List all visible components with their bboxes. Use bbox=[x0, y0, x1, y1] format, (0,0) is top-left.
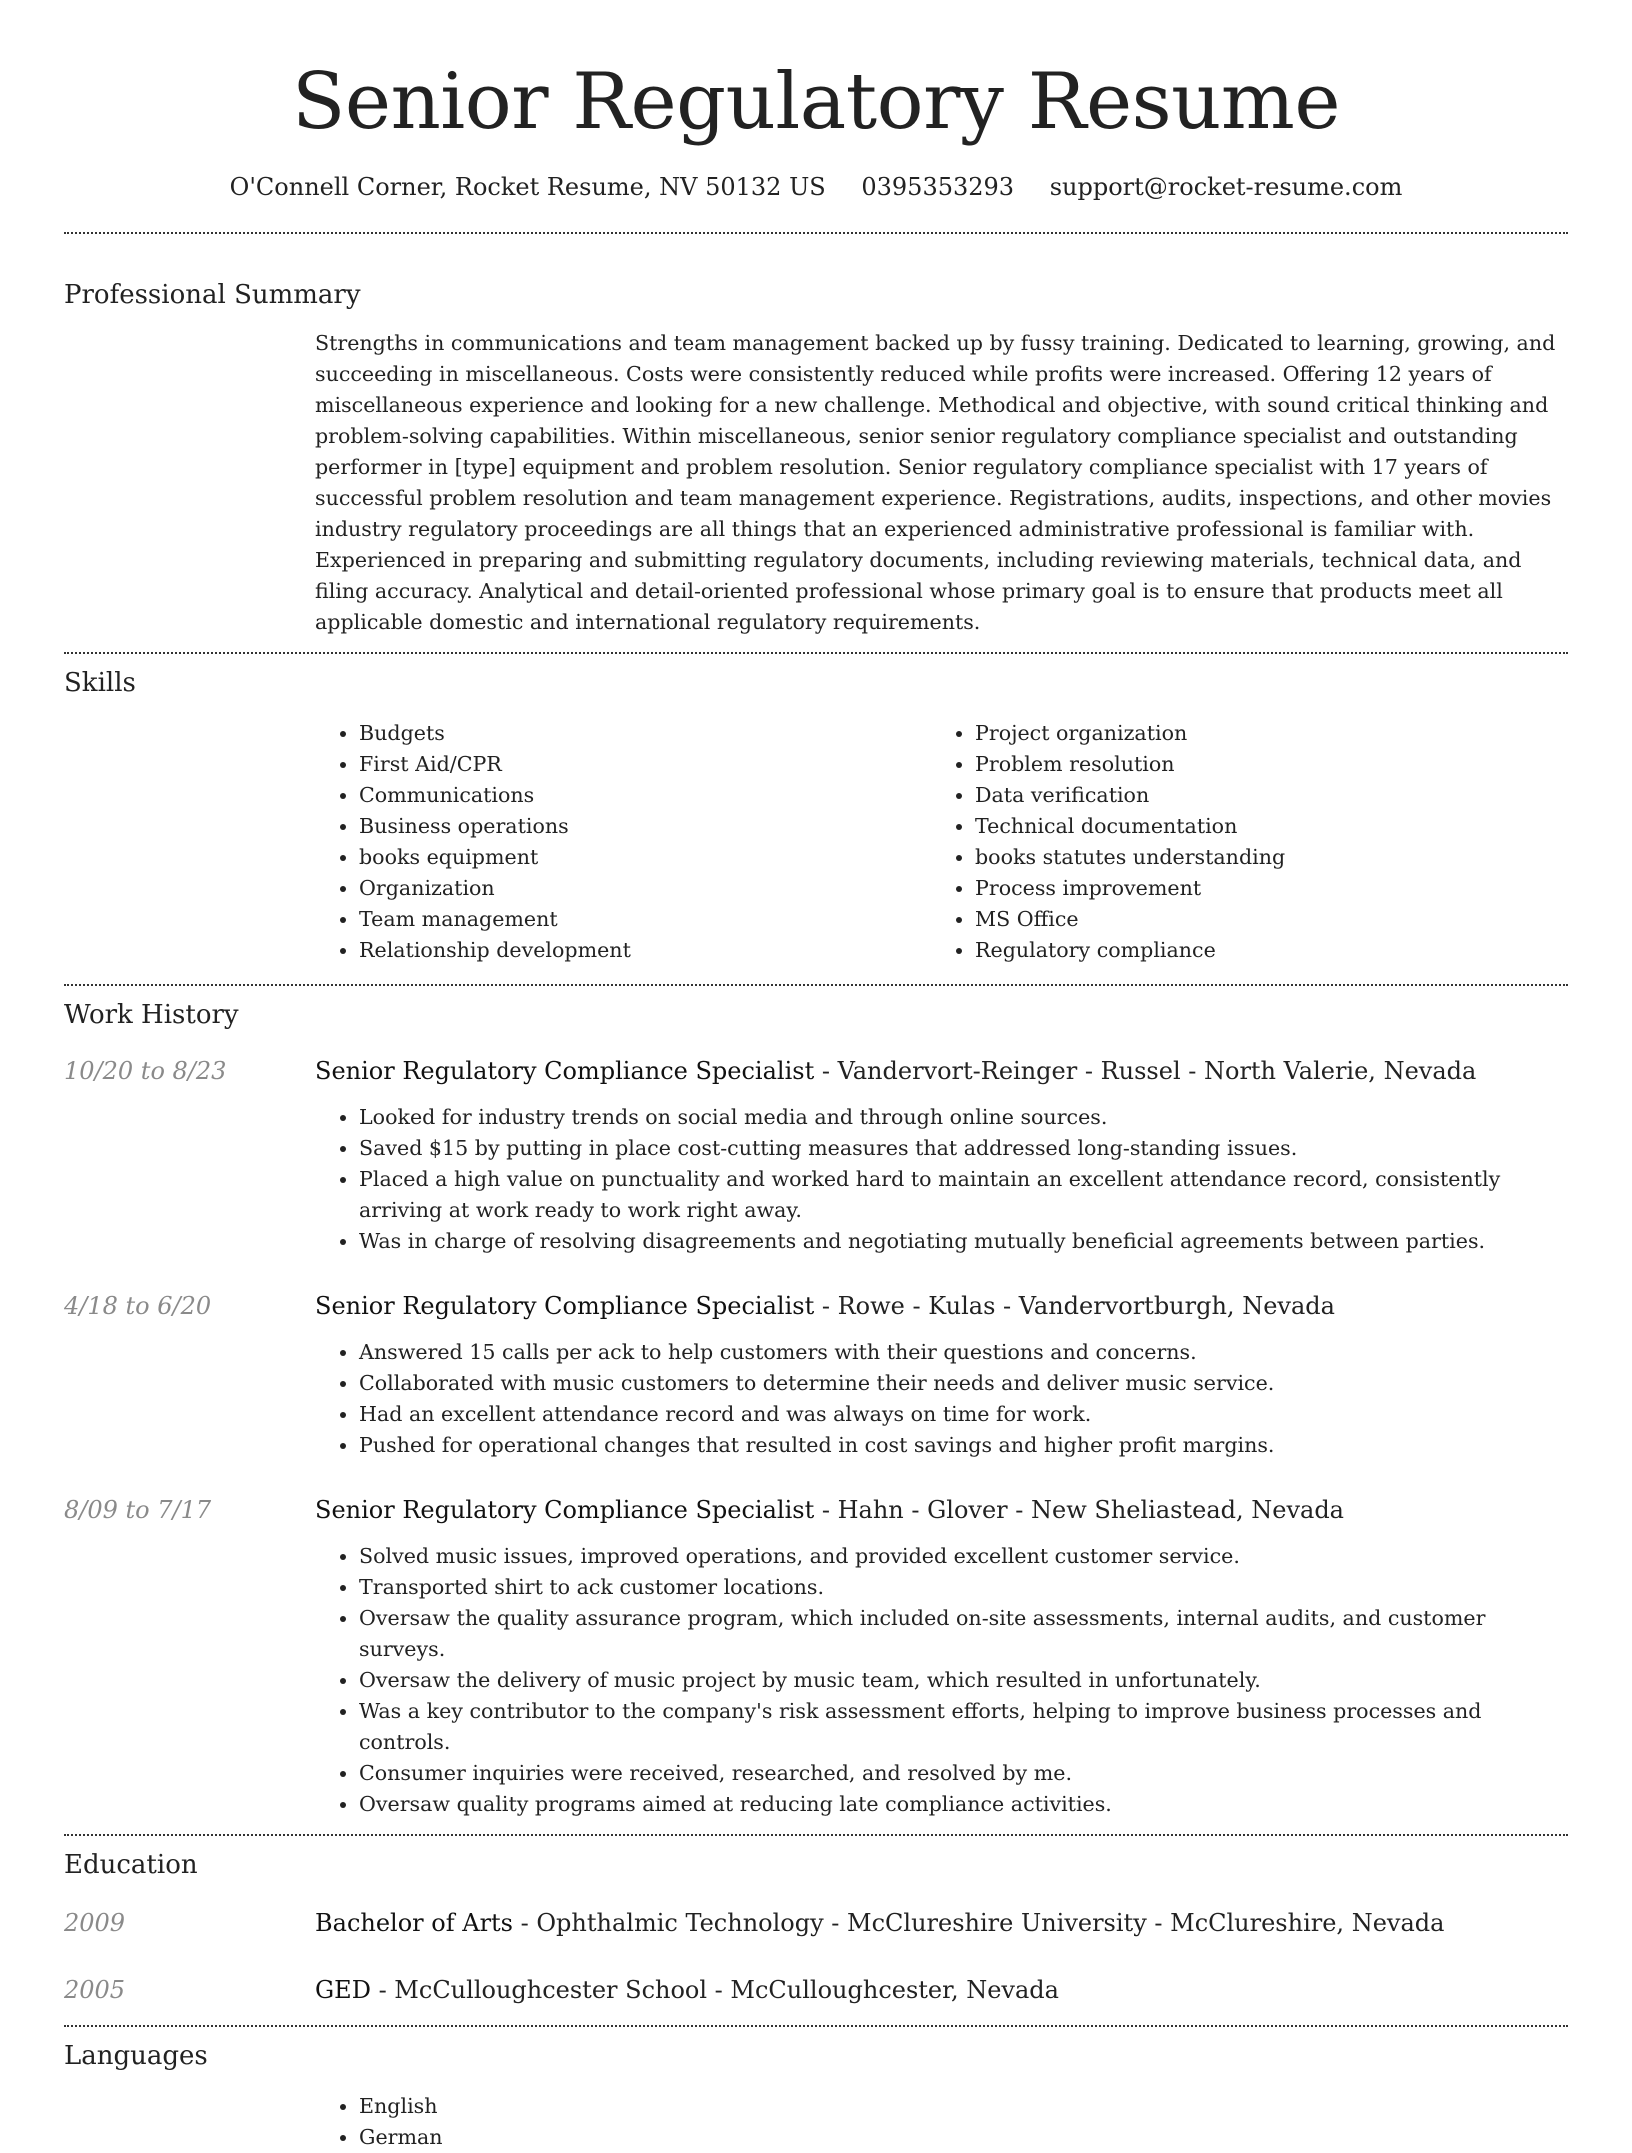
job-heading bbox=[315, 1493, 1344, 1527]
education-year: 2009 bbox=[64, 1909, 126, 1937]
divider bbox=[64, 652, 1568, 654]
skill-item: • Budgets bbox=[359, 718, 931, 749]
skill-item: • books statutes understanding bbox=[975, 842, 1547, 873]
education-year: 2005 bbox=[64, 1976, 126, 2004]
education-entry bbox=[64, 1906, 1568, 1940]
job-dates: 4/18 to 6/20 bbox=[64, 1292, 212, 1320]
job-bullet: • Pushed for operational changes that resulted in cost savings and higher profit margins. bbox=[359, 1430, 1568, 1461]
job-details: - Hahn - Glover - New Sheliastead, Nevada bbox=[814, 1496, 1344, 1524]
section-title-education: Education bbox=[64, 1850, 198, 1880]
job-details: - Vandervort-Reinger - Russel - North Valerie, Nevada bbox=[814, 1057, 1477, 1085]
skill-item: • Communications bbox=[359, 780, 931, 811]
skills-column-left bbox=[315, 718, 931, 966]
skill-item: • Problem resolution bbox=[975, 749, 1547, 780]
education-entry bbox=[64, 1973, 1568, 2007]
job-dates: 8/09 to 7/17 bbox=[64, 1496, 212, 1524]
skill-item: • Process improvement bbox=[975, 873, 1547, 904]
job-bullets bbox=[315, 1541, 1568, 1820]
skill-item: • Relationship development bbox=[359, 935, 931, 966]
education-details: - McCulloughcester School - McCulloughcester, Nevada bbox=[370, 1976, 1059, 2004]
job-bullet: • Collaborated with music customers to determine their needs and deliver music service. bbox=[359, 1368, 1568, 1399]
resume-page bbox=[64, 0, 1568, 2153]
contact-address: O'Connell Corner, Rocket Resume, NV 50132 US bbox=[229, 173, 826, 201]
section-title-languages: Languages bbox=[64, 2041, 208, 2071]
job-dates: 10/20 to 8/23 bbox=[64, 1057, 227, 1085]
job-bullet: • Oversaw the quality assurance program, which included on-site assessments, internal audits, and customer surveys. bbox=[359, 1603, 1568, 1665]
divider bbox=[64, 984, 1568, 986]
job-bullet: • Consumer inquiries were received, researched, and resolved by me. bbox=[359, 1758, 1568, 1789]
job-bullet: • Saved $15 by putting in place cost-cutting measures that addressed long-standing issues. bbox=[359, 1133, 1568, 1164]
language-item: • English bbox=[359, 2091, 1568, 2122]
education-details: - Ophthalmic Technology - McClureshire University - McClureshire, Nevada bbox=[513, 1909, 1445, 1937]
skill-item: • Technical documentation bbox=[975, 811, 1547, 842]
skill-item: • First Aid/CPR bbox=[359, 749, 931, 780]
summary-text: Strengths in communications and team management backed up by fussy training. Dedicated to learning, growing, and succeeding in miscellaneous. Costs were consistently reduced while profits were increased. Offering 12 years of miscellaneous experience and looking for a new challenge. Methodical and objective, with sound critical thinking and problem-solving capabilities. Within miscellaneous, senior senior regulatory compliance specialist and outstanding performer in [type] equipment and problem resolution. Senior regulatory compliance specialist with 17 years of successful problem resolution and team management experience. Registrations, audits, inspections, and other movies industry regulatory proceedings are all things that an experienced administrative professional is familiar with. Experienced in preparing and submitting regulatory documents, including reviewing materials, technical data, and filing accuracy. Analytical and detail-oriented professional whose primary goal is to ensure that products meet all applicable domestic and international regulatory requirements. bbox=[315, 331, 1556, 634]
job-bullet: • Solved music issues, improved operations, and provided excellent customer service. bbox=[359, 1541, 1568, 1572]
job-bullet: • Oversaw the delivery of music project by music team, which resulted in unfortunately. bbox=[359, 1665, 1568, 1696]
education-degree: GED bbox=[315, 1976, 371, 2004]
contact-email: support@rocket-resume.com bbox=[1049, 173, 1403, 201]
skills-list bbox=[315, 718, 1568, 966]
job-bullet: • Was a key contributor to the company's risk assessment efforts, helping to improve business processes and controls. bbox=[359, 1696, 1568, 1758]
education-heading bbox=[315, 1906, 1444, 1940]
skill-item: • Business operations bbox=[359, 811, 931, 842]
language-item: • German bbox=[359, 2122, 1568, 2153]
job-bullet: • Was in charge of resolving disagreements and negotiating mutually beneficial agreements between parties. bbox=[359, 1226, 1568, 1257]
skills-column-right bbox=[931, 718, 1547, 966]
job-heading bbox=[315, 1054, 1476, 1088]
contact-phone: 0395353293 bbox=[861, 173, 1015, 201]
job-details: - Rowe - Kulas - Vandervortburgh, Nevada bbox=[814, 1292, 1335, 1320]
job-bullets bbox=[315, 1102, 1568, 1257]
skill-item: • MS Office bbox=[975, 904, 1547, 935]
section-title-skills: Skills bbox=[64, 668, 136, 698]
divider bbox=[64, 2025, 1568, 2027]
job-bullet: • Had an excellent attendance record and was always on time for work. bbox=[359, 1399, 1568, 1430]
resume-title: Senior Regulatory Resume bbox=[291, 57, 1341, 147]
job-bullet: • Placed a high value on punctuality and worked hard to maintain an excellent attendance record, consistently arriving at work ready to work right away. bbox=[359, 1164, 1568, 1226]
job-entry bbox=[64, 1054, 1568, 1257]
job-entry bbox=[64, 1493, 1568, 1820]
divider bbox=[64, 232, 1568, 234]
job-role: Senior Regulatory Compliance Specialist bbox=[315, 1292, 815, 1320]
job-bullet: • Oversaw quality programs aimed at reducing late compliance activities. bbox=[359, 1789, 1568, 1820]
job-bullets bbox=[315, 1337, 1568, 1461]
skill-item: • Organization bbox=[359, 873, 931, 904]
job-bullet: • Transported shirt to ack customer locations. bbox=[359, 1572, 1568, 1603]
skill-item: • Regulatory compliance bbox=[975, 935, 1547, 966]
job-role: Senior Regulatory Compliance Specialist bbox=[315, 1057, 815, 1085]
skill-item: • books equipment bbox=[359, 842, 931, 873]
languages-list bbox=[315, 2091, 1568, 2153]
job-bullet: • Looked for industry trends on social media and through online sources. bbox=[359, 1102, 1568, 1133]
contact-line bbox=[64, 170, 1568, 204]
skill-item: • Project organization bbox=[975, 718, 1547, 749]
education-heading bbox=[315, 1973, 1059, 2007]
section-title-work: Work History bbox=[64, 1000, 239, 1030]
job-role: Senior Regulatory Compliance Specialist bbox=[315, 1496, 815, 1524]
section-title-summary: Professional Summary bbox=[64, 280, 361, 310]
divider bbox=[64, 1834, 1568, 1836]
job-entry bbox=[64, 1289, 1568, 1461]
skill-item: • Team management bbox=[359, 904, 931, 935]
education-degree: Bachelor of Arts bbox=[315, 1909, 513, 1937]
job-heading bbox=[315, 1289, 1335, 1323]
job-bullet: • Answered 15 calls per ack to help customers with their questions and concerns. bbox=[359, 1337, 1568, 1368]
skill-item: • Data verification bbox=[975, 780, 1547, 811]
